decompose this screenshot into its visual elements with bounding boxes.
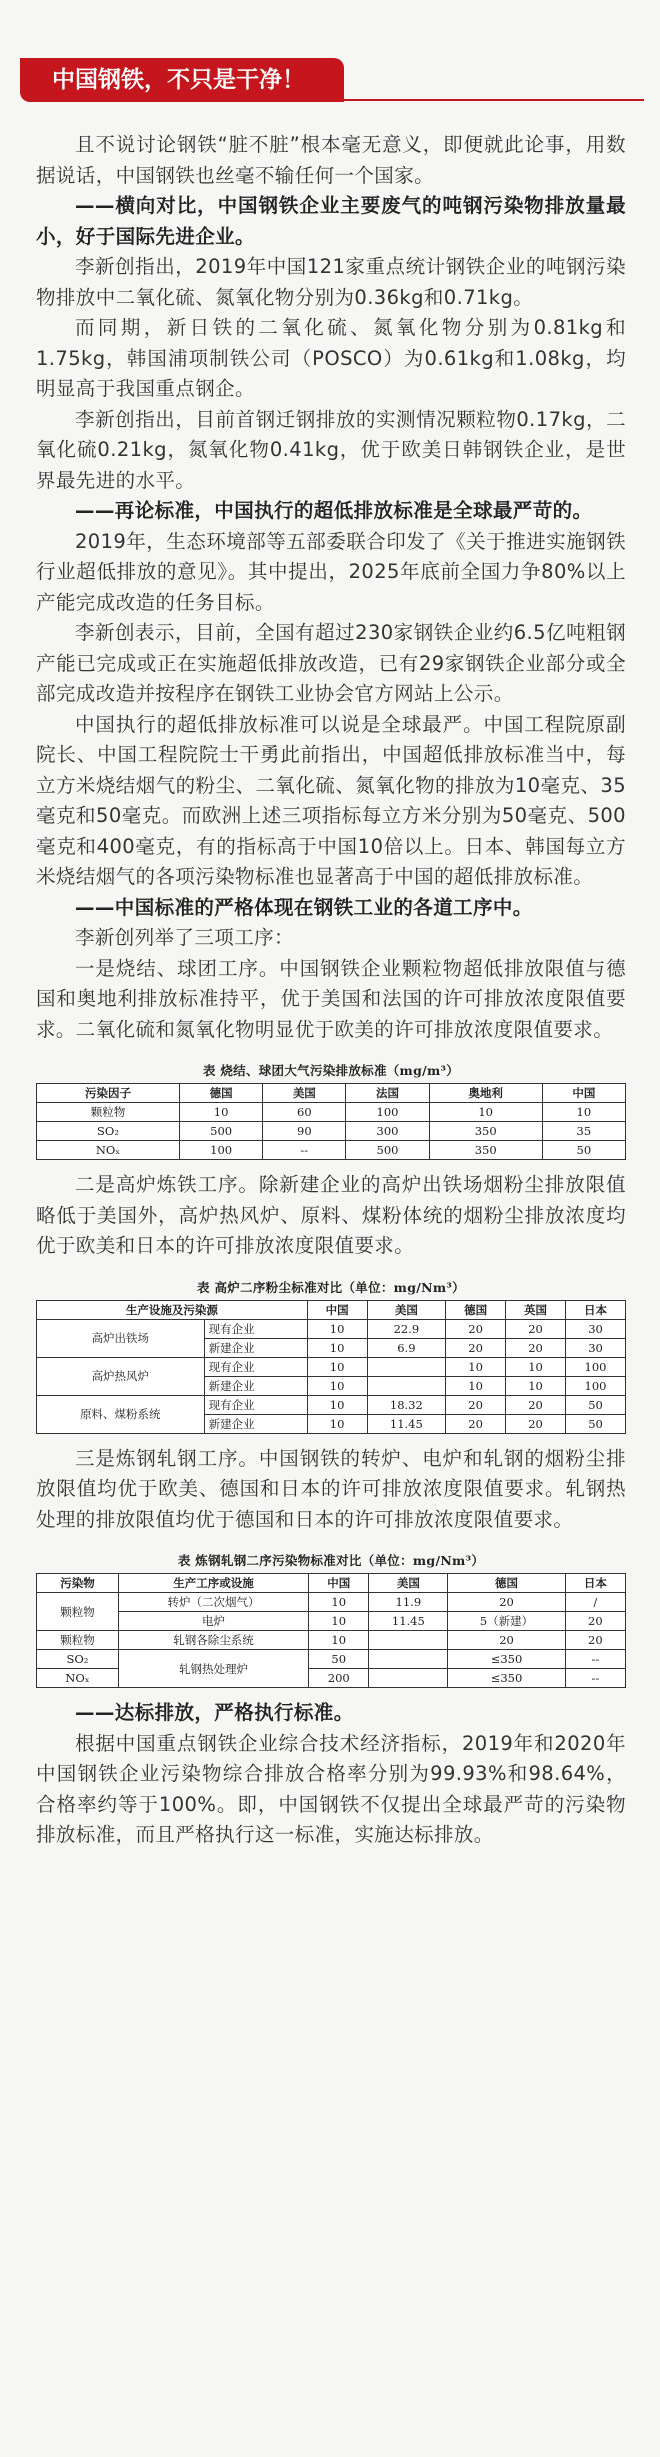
- table-cell: 10: [542, 1103, 625, 1122]
- table-cell: 10: [446, 1376, 506, 1395]
- table-cell: 10: [307, 1338, 367, 1357]
- table-cell: 10: [307, 1414, 367, 1433]
- table-cell: 350: [429, 1141, 542, 1160]
- table-cell: 20: [565, 1631, 625, 1650]
- section-heading: ——中国标准的严格体现在钢铁工业的各道工序中。: [75, 895, 533, 919]
- table-cell: 10: [446, 1357, 506, 1376]
- table-row: [37, 1141, 626, 1160]
- table-cell: 高炉热风炉: [37, 1357, 205, 1395]
- table-header-cell: 德国: [446, 1300, 506, 1319]
- table-cell: 现有企业: [204, 1395, 307, 1414]
- table-header-cell: 法国: [346, 1084, 429, 1103]
- paragraph: 2019年，生态环境部等五部委联合印发了《关于推进实施钢铁行业超低排放的意见》。其中提出，2025年底前全国力争80%以上产能完成改造的任务目标。: [36, 529, 626, 614]
- table-cell: 高炉出铁场: [37, 1319, 205, 1357]
- table-cell: [369, 1669, 448, 1688]
- table-cell: 200: [309, 1669, 369, 1688]
- table-cell: 300: [346, 1122, 429, 1141]
- table-cell: 20: [446, 1395, 506, 1414]
- paragraph: 李新创指出，目前首钢迁钢排放的实测情况颗粒物0.17kg，二氧化硫0.21kg，氮氧化物0.41kg，优于欧美日韩钢铁企业，是世界最先进的水平。: [36, 407, 626, 492]
- table-cell: [369, 1631, 448, 1650]
- table-header-cell: 美国: [367, 1300, 446, 1319]
- table-row: [37, 1631, 626, 1650]
- table-cell: 现有企业: [204, 1357, 307, 1376]
- table-header-cell: 中国: [309, 1574, 369, 1593]
- table-cell: 50: [542, 1141, 625, 1160]
- table-cell: 电炉: [118, 1612, 308, 1631]
- table-cell: 50: [309, 1650, 369, 1669]
- table-header-cell: 美国: [369, 1574, 448, 1593]
- paragraph: 一是烧结、球团工序。中国钢铁企业颗粒物超低排放限值与德国和奥地利排放标准持平，优于美国和法国的许可排放浓度限值要求。二氧化硫和氮氧化物明显优于欧美的许可排放浓度限值要求。: [36, 956, 626, 1041]
- table-cell: 现有企业: [204, 1319, 307, 1338]
- table-sintering-title: 表 烧结、球团大气污染排放标准（mg/m³）: [202, 1063, 460, 1078]
- table-header-row: [37, 1300, 626, 1319]
- table-cell: 10: [307, 1376, 367, 1395]
- paragraph: 根据中国重点钢铁企业综合技术经济指标，2019年和2020年中国钢铁企业污染物综合排放合格率分别为99.93%和98.64%，合格率约等于100%。即，中国钢铁不仅提出全球最严苛的污染物排放标准，而且严格执行这一标准，实施达标排放。: [36, 1731, 626, 1846]
- table-cell: SO₂: [37, 1122, 180, 1141]
- table-cell: 30: [566, 1338, 626, 1357]
- table-cell: NOₓ: [37, 1669, 119, 1688]
- table-cell: 22.9: [367, 1319, 446, 1338]
- section-heading: ——再论标准，中国执行的超低排放标准是全球最严苛的。: [75, 499, 593, 522]
- table-cell: 原料、煤粉系统: [37, 1395, 205, 1433]
- table-cell: 350: [429, 1122, 542, 1141]
- table-cell: 30: [566, 1319, 626, 1338]
- table-cell: 颗粒物: [37, 1103, 180, 1122]
- table-cell: 100: [566, 1357, 626, 1376]
- paragraph-group-4: [36, 1698, 626, 1851]
- table-row: [37, 1593, 626, 1612]
- table-cell: 11.45: [369, 1612, 448, 1631]
- table-cell: 50: [566, 1395, 626, 1414]
- table-cell: ≤350: [448, 1650, 565, 1669]
- table-cell: 轧钢热处理炉: [118, 1650, 308, 1688]
- table-row: [37, 1357, 626, 1376]
- table-blast-furnace-grid: [36, 1300, 626, 1434]
- table-header-cell: 德国: [448, 1574, 565, 1593]
- paragraph: 二是高炉炼铁工序。除新建企业的高炉出铁场烟粉尘排放限值略低于美国外，高炉热风炉、原料、煤粉体统的烟粉尘排放浓度均优于欧美和日本的许可排放浓度限值要求。: [36, 1173, 626, 1257]
- table-row: [37, 1612, 626, 1631]
- table-cell: 转炉（二次烟气）: [118, 1593, 308, 1612]
- table-blast-furnace: [36, 1278, 626, 1434]
- paragraph: 中国执行的超低排放标准可以说是全球最严。中国工程院原副院长、中国工程院院士干勇此前指出，中国超低排放标准当中，每立方米烧结烟气的粉尘、二氧化硫、氮氧化物的排放为10毫克、35毫克和50毫克。而欧洲上述三项指标每立方米分别为50毫克、500毫克和400毫克，有的指标高于中国10倍以上。日本、韩国每立方米烧结烟气的各项污染物标准也显著高于中国的超低排放标准。: [36, 712, 626, 888]
- table-cell: 100: [180, 1141, 263, 1160]
- table-cell: [367, 1357, 446, 1376]
- table-sintering-grid: [36, 1083, 626, 1160]
- table-cell: 轧钢各除尘系统: [118, 1631, 308, 1650]
- table-cell: 20: [446, 1414, 506, 1433]
- table-header-cell: 日本: [565, 1574, 625, 1593]
- table-cell: ≤350: [448, 1669, 565, 1688]
- table-cell: 10: [180, 1103, 263, 1122]
- table-cell: 新建企业: [204, 1338, 307, 1357]
- table-cell: 11.9: [369, 1593, 448, 1612]
- table-cell: 20: [446, 1338, 506, 1357]
- table-cell: 500: [180, 1122, 263, 1141]
- table-header-cell: 生产工序或设施: [118, 1574, 308, 1593]
- table-header-row: [37, 1574, 626, 1593]
- table-cell: [367, 1376, 446, 1395]
- table-header-cell: 污染物: [37, 1574, 119, 1593]
- table-cell: 颗粒物: [37, 1631, 119, 1650]
- table-cell: 10: [307, 1357, 367, 1376]
- table-cell: [369, 1650, 448, 1669]
- table-cell: --: [565, 1650, 625, 1669]
- section-heading: ——达标排放，严格执行标准。: [75, 1701, 354, 1724]
- table-cell: 60: [263, 1103, 346, 1122]
- table-cell: 500: [346, 1141, 429, 1160]
- paragraph: 李新创列举了三项工序：: [75, 926, 294, 949]
- table-cell: 100: [566, 1376, 626, 1395]
- paragraph-group-2: [36, 1170, 626, 1262]
- table-cell: 20: [448, 1593, 565, 1612]
- table-blast-furnace-title: 表 高炉二序粉尘标准对比（单位：mg/Nm³）: [197, 1279, 465, 1295]
- paragraph: 三是炼钢轧钢工序。中国钢铁的转炉、电炉和轧钢的烟粉尘排放限值均优于欧美、德国和日本的许可排放浓度限值要求。轧钢热处理的排放限值均优于德国和日本的许可排放浓度限值要求。: [36, 1446, 626, 1531]
- table-cell: 新建企业: [204, 1376, 307, 1395]
- table-header-cell: 污染因子: [37, 1084, 180, 1103]
- paragraph: 且不说讨论钢铁“脏不脏”根本毫无意义，即便就此论事，用数据说话，中国钢铁也丝毫不输任何一个国家。: [36, 133, 626, 187]
- table-cell: 10: [307, 1319, 367, 1338]
- table-cell: 10: [506, 1357, 566, 1376]
- table-cell: 10: [307, 1395, 367, 1414]
- table-row: [37, 1395, 626, 1414]
- paragraph: 李新创表示，目前，全国有超过230家钢铁企业约6.5亿吨粗钢产能已完成或正在实施超低排放改造，已有29家钢铁企业部分或全部完成改造并按程序在钢铁工业协会官方网站上公示。: [36, 621, 626, 705]
- table-row: [37, 1319, 626, 1338]
- table-cell: 20: [565, 1612, 625, 1631]
- table-header-cell: 中国: [307, 1300, 367, 1319]
- table-cell: 100: [346, 1103, 429, 1122]
- table-cell: 新建企业: [204, 1414, 307, 1433]
- table-row: [37, 1122, 626, 1141]
- table-header-cell: 德国: [180, 1084, 263, 1103]
- section-banner: 中国钢铁，不只是干净！: [20, 58, 344, 102]
- table-row: [37, 1650, 626, 1669]
- table-cell: 90: [263, 1122, 346, 1141]
- table-sintering: [36, 1061, 626, 1160]
- paragraph: 李新创指出，2019年中国121家重点统计钢铁企业的吨钢污染物排放中二氧化硫、氮氧化物分别为0.36kg和0.71kg。: [36, 255, 626, 309]
- table-cell: --: [565, 1669, 625, 1688]
- table-cell: 10: [309, 1593, 369, 1612]
- table-steelmaking: [36, 1551, 626, 1688]
- table-steelmaking-grid: [36, 1573, 626, 1688]
- table-cell: 11.45: [367, 1414, 446, 1433]
- table-cell: 20: [506, 1338, 566, 1357]
- table-cell: /: [565, 1593, 625, 1612]
- table-header-cell: 中国: [542, 1084, 625, 1103]
- table-cell: 18.32: [367, 1395, 446, 1414]
- table-cell: 10: [309, 1612, 369, 1631]
- paragraph: 而同期，新日铁的二氧化硫、氮氧化物分别为0.81kg和1.75kg，韩国浦项制铁公司（POSCO）为0.61kg和1.08kg，均明显高于我国重点钢企。: [36, 316, 626, 400]
- table-cell: 10: [506, 1376, 566, 1395]
- table-row: [37, 1103, 626, 1122]
- table-header-cell: 奥地利: [429, 1084, 542, 1103]
- table-cell: NOₓ: [37, 1141, 180, 1160]
- table-header-row: [37, 1084, 626, 1103]
- table-cell: SO₂: [37, 1650, 119, 1669]
- table-cell: 50: [566, 1414, 626, 1433]
- table-cell: 20: [506, 1414, 566, 1433]
- table-cell: 20: [446, 1319, 506, 1338]
- table-cell: 20: [506, 1395, 566, 1414]
- table-header-cell: 生产设施及污染源: [37, 1300, 308, 1319]
- table-cell: 10: [429, 1103, 542, 1122]
- table-header-cell: 英国: [506, 1300, 566, 1319]
- table-cell: 颗粒物: [37, 1593, 119, 1631]
- table-cell: --: [263, 1141, 346, 1160]
- table-cell: 5（新建）: [448, 1612, 565, 1631]
- table-cell: 20: [506, 1319, 566, 1338]
- section-heading: ——横向对比，中国钢铁企业主要废气的吨钢污染物排放量最小，好于国际先进企业。: [36, 194, 626, 248]
- table-header-cell: 日本: [566, 1300, 626, 1319]
- paragraph-group-3: [36, 1444, 626, 1536]
- table-header-cell: 美国: [263, 1084, 346, 1103]
- table-cell: 10: [309, 1631, 369, 1650]
- table-steelmaking-title: 表 炼钢轧钢二序污染物标准对比（单位：mg/Nm³）: [177, 1553, 485, 1568]
- paragraph-group-1: [36, 130, 626, 1045]
- table-cell: 20: [448, 1631, 565, 1650]
- banner-divider: [344, 99, 644, 101]
- table-cell: 6.9: [367, 1338, 446, 1357]
- table-cell: 35: [542, 1122, 625, 1141]
- article-body: [36, 130, 626, 1851]
